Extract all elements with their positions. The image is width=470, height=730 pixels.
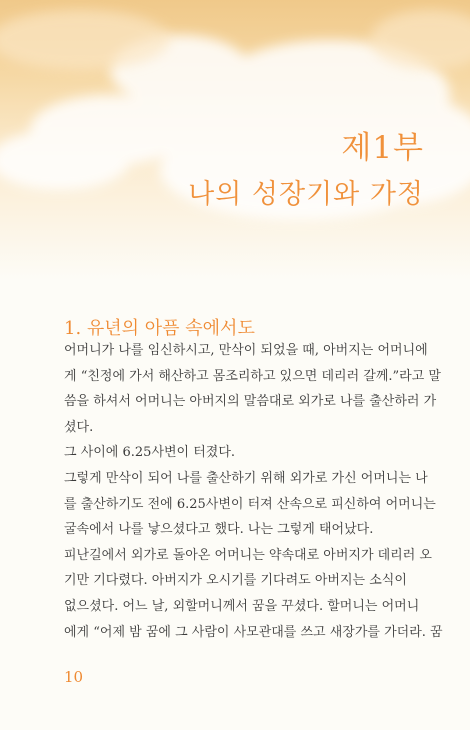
body-line: 기만 기다렸다. 아버지가 오시기를 기다려도 아버지는 소식이	[64, 573, 407, 589]
body-line: 씀을 하셔서 어머니는 아버지의 말씀대로 외가로 나를 출산하러 가	[64, 394, 437, 410]
body-line: 그렇게 만삭이 되어 나를 출산하기 위해 외가로 가신 어머니는 나	[64, 470, 428, 486]
body-text	[64, 338, 443, 645]
body-line: 어머니가 나를 임신하시고, 만삭이 되었을 때, 아버지는 어머니에	[64, 343, 428, 358]
body-line: 에게 “어제 밤 꿈에 그 사람이 사모관대를 쓰고 새장가를 가더라. 꿈	[64, 624, 443, 640]
body-line: 게 “친정에 가서 해산하고 몸조리하고 있으면 데리러 갈께.”라고 말	[64, 368, 441, 384]
section-heading: 1. 유년의 아픔 속에서도	[64, 318, 255, 339]
part-label: 제1부	[341, 130, 424, 166]
part-title: 나의 성장기와 가정	[188, 179, 424, 210]
page-number: 10	[64, 668, 84, 686]
body-line: 피난길에서 외가로 돌아온 어머니는 약속대로 아버지가 데리러 오	[64, 547, 432, 563]
body-line: 굴속에서 나를 낳으셨다고 했다. 나는 그렇게 태어났다.	[64, 522, 374, 538]
body-line: 셨다.	[64, 419, 94, 435]
body-line: 없으셨다. 어느 날, 외할머니께서 꿈을 꾸셨다. 할머니는 어머니	[64, 598, 420, 614]
body-line: 를 출산하기도 전에 6.25사변이 터져 산속으로 피신하여 어머니는	[64, 496, 436, 512]
body-line: 그 사이에 6.25사변이 터졌다.	[64, 445, 236, 461]
